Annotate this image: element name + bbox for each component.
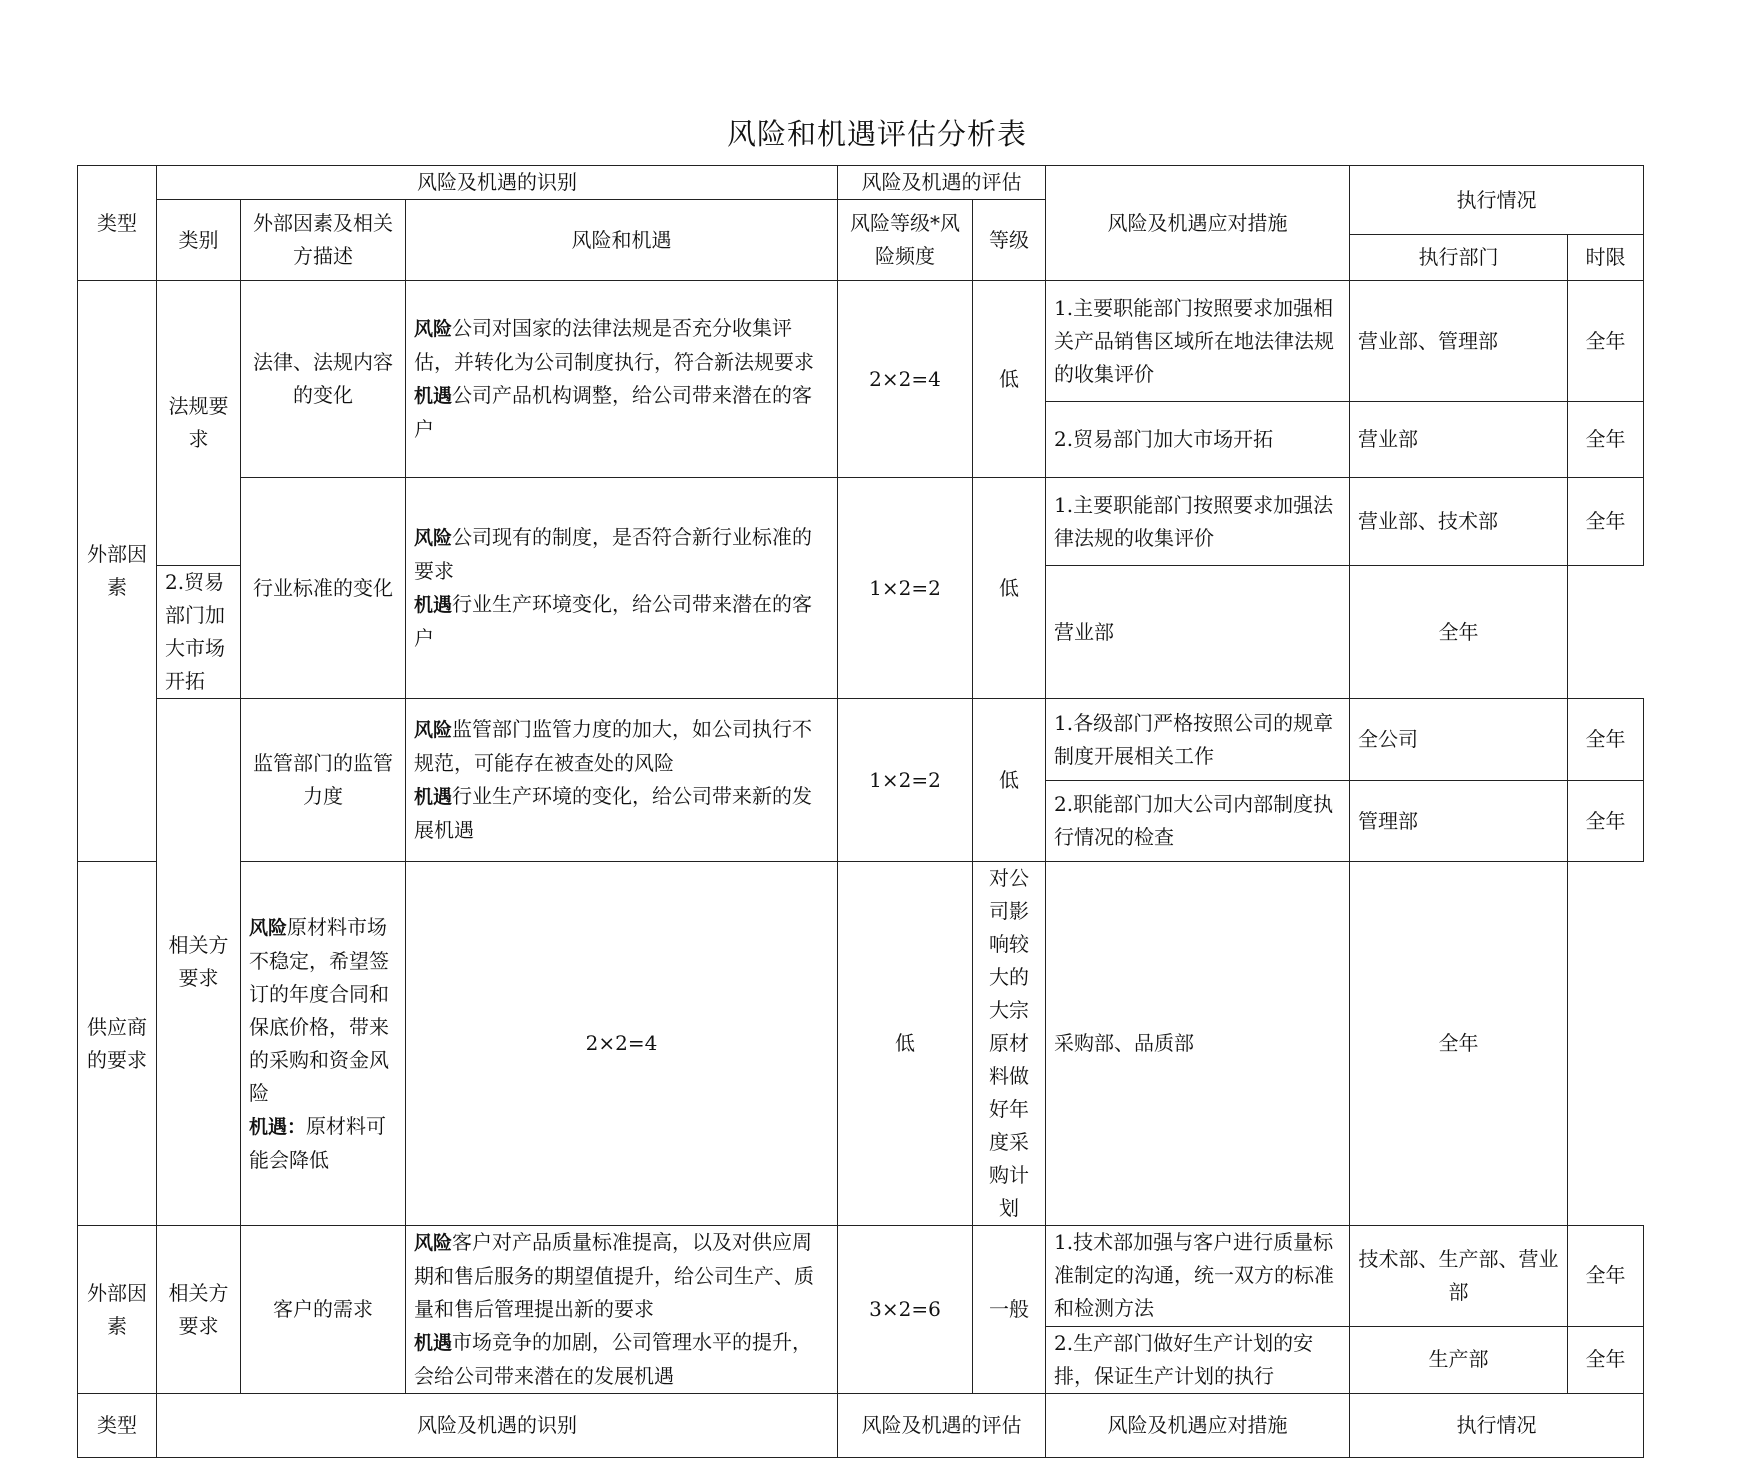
dept-cell: 技术部、生产部、营业部 [1350,1226,1568,1327]
dept-cell: 营业部 [1046,566,1350,699]
footer-measures: 风险及机遇应对措施 [1046,1394,1350,1458]
opportunity-label: 机遇 [414,594,453,616]
factor-cell: 客户的需求 [241,1226,406,1394]
opportunity-text: 行业生产环境的变化，给公司带来新的发展机遇 [414,784,813,842]
risk-label: 风险 [414,318,453,340]
opportunity-label: 机遇： [249,1115,307,1138]
dept-cell: 管理部 [1350,781,1568,862]
score-cell: 1×2=2 [838,699,973,862]
header-type: 类型 [78,166,157,281]
header-level-frequency: 风险等级*风险频度 [838,200,973,281]
measure-cell: 对公司影响较大的大宗原材料做好年度采购计划 [973,862,1046,1226]
header-grade: 等级 [973,200,1046,281]
opportunity-label: 机遇 [414,786,453,808]
opportunity-text: 公司产品机构调整，给公司带来潜在的客户 [414,383,813,441]
grade-cell: 低 [838,862,973,1226]
deadline-cell: 全年 [1568,281,1644,402]
dept-cell: 全公司 [1350,699,1568,781]
deadline-cell: 全年 [1568,478,1644,566]
header-risk-opportunity: 风险和机遇 [406,200,838,281]
header-category: 类别 [157,200,241,281]
dept-cell: 营业部、管理部 [1350,281,1568,402]
score-cell: 1×2=2 [838,478,973,699]
risk-label: 风险 [414,527,453,549]
risk-opportunity-cell [406,478,838,699]
dept-cell: 采购部、品质部 [1046,862,1350,1226]
footer-identification: 风险及机遇的识别 [157,1394,838,1458]
opportunity-label: 机遇 [414,385,453,407]
deadline-cell: 全年 [1350,566,1568,699]
dept-cell: 营业部 [1350,402,1568,478]
dept-cell: 生产部 [1350,1326,1568,1393]
grade-cell: 低 [973,699,1046,862]
page-title: 风险和机遇评估分析表 [726,117,1027,151]
risk-label: 风险 [414,719,453,741]
measure-cell: 2.贸易部门加大市场开拓 [1046,402,1350,478]
factor-cell: 行业标准的变化 [241,478,406,699]
score-cell: 2×2=4 [406,862,838,1226]
grade-cell: 低 [973,478,1046,699]
measure-cell: 2.职能部门加大公司内部制度执行情况的检查 [1046,781,1350,862]
header-identification: 风险及机遇的识别 [157,166,838,200]
header-deadline: 时限 [1568,235,1644,281]
grade-cell: 一般 [973,1226,1046,1394]
risk-opportunity-cell [241,862,406,1226]
score-cell: 3×2=6 [838,1226,973,1394]
footer-execution: 执行情况 [1350,1394,1644,1458]
risk-opportunity-cell [406,699,838,862]
opportunity-label: 机遇 [414,1332,453,1354]
type-external-2: 外部因素 [78,1226,157,1394]
risk-text: 公司现有的制度，是否符合新行业标准的要求 [414,525,813,583]
risk-opportunity-table [77,165,1644,1458]
header-measures: 风险及机遇应对措施 [1046,166,1350,281]
risk-opportunity-cell [406,1226,838,1394]
risk-text: 公司对国家的法律法规是否充分收集评估，并转化为公司制度执行，符合新法规要求 [414,316,814,374]
measure-cell: 2.生产部门做好生产计划的安排，保证生产计划的执行 [1046,1326,1350,1393]
measure-cell: 1.技术部加强与客户进行质量标准制定的沟通，统一双方的标准和检测方法 [1046,1226,1350,1327]
factor-cell: 监管部门的监管力度 [241,699,406,862]
footer-type: 类型 [78,1394,157,1458]
risk-opportunity-cell [406,281,838,478]
category-stakeholder-2: 相关方要求 [157,1226,241,1394]
risk-text: 监管部门监管力度的加大，如公司执行不规范，可能存在被查处的风险 [414,717,813,775]
opportunity-text: 市场竞争的加剧，公司管理水平的提升，会给公司带来潜在的发展机遇 [414,1330,813,1388]
factor-cell: 法律、法规内容的变化 [241,281,406,478]
measure-cell: 2.贸易部门加大市场开拓 [157,566,241,699]
deadline-cell: 全年 [1568,1226,1644,1327]
deadline-cell: 全年 [1350,862,1568,1226]
category-stakeholder: 相关方要求 [157,699,241,1226]
risk-label: 风险 [414,1232,453,1254]
deadline-cell: 全年 [1568,1326,1644,1393]
risk-text: 原材料市场不稳定，希望签订的年度合同和保底价格，带来的采购和资金风险 [249,914,389,1105]
measure-cell: 1.主要职能部门按照要求加强相关产品销售区域所在地法律法规的收集评价 [1046,281,1350,402]
header-evaluation: 风险及机遇的评估 [838,166,1046,200]
score-cell: 2×2=4 [838,281,973,478]
opportunity-text: 行业生产环境变化，给公司带来潜在的客户 [414,592,813,650]
dept-cell: 营业部、技术部 [1350,478,1568,566]
footer-evaluation: 风险及机遇的评估 [838,1394,1046,1458]
grade-cell: 低 [973,281,1046,478]
deadline-cell: 全年 [1568,781,1644,862]
deadline-cell: 全年 [1568,402,1644,478]
measure-cell: 1.各级部门严格按照公司的规章制度开展相关工作 [1046,699,1350,781]
opportunity-text: 原材料可能会降低 [249,1113,387,1172]
header-dept: 执行部门 [1350,235,1568,281]
measure-cell: 1.主要职能部门按照要求加强法律法规的收集评价 [1046,478,1350,566]
risk-label: 风险 [249,916,288,939]
deadline-cell: 全年 [1568,699,1644,781]
type-external-1: 外部因素 [78,281,157,862]
risk-text: 客户对产品质量标准提高，以及对供应周期和售后服务的期望值提升，给公司生产、质量和售后管理提出新的要求 [414,1230,814,1321]
category-legal: 法规要求 [157,281,241,566]
header-execution: 执行情况 [1350,166,1644,235]
factor-cell: 供应商的要求 [78,862,157,1226]
header-factor-desc: 外部因素及相关方描述 [241,200,406,281]
